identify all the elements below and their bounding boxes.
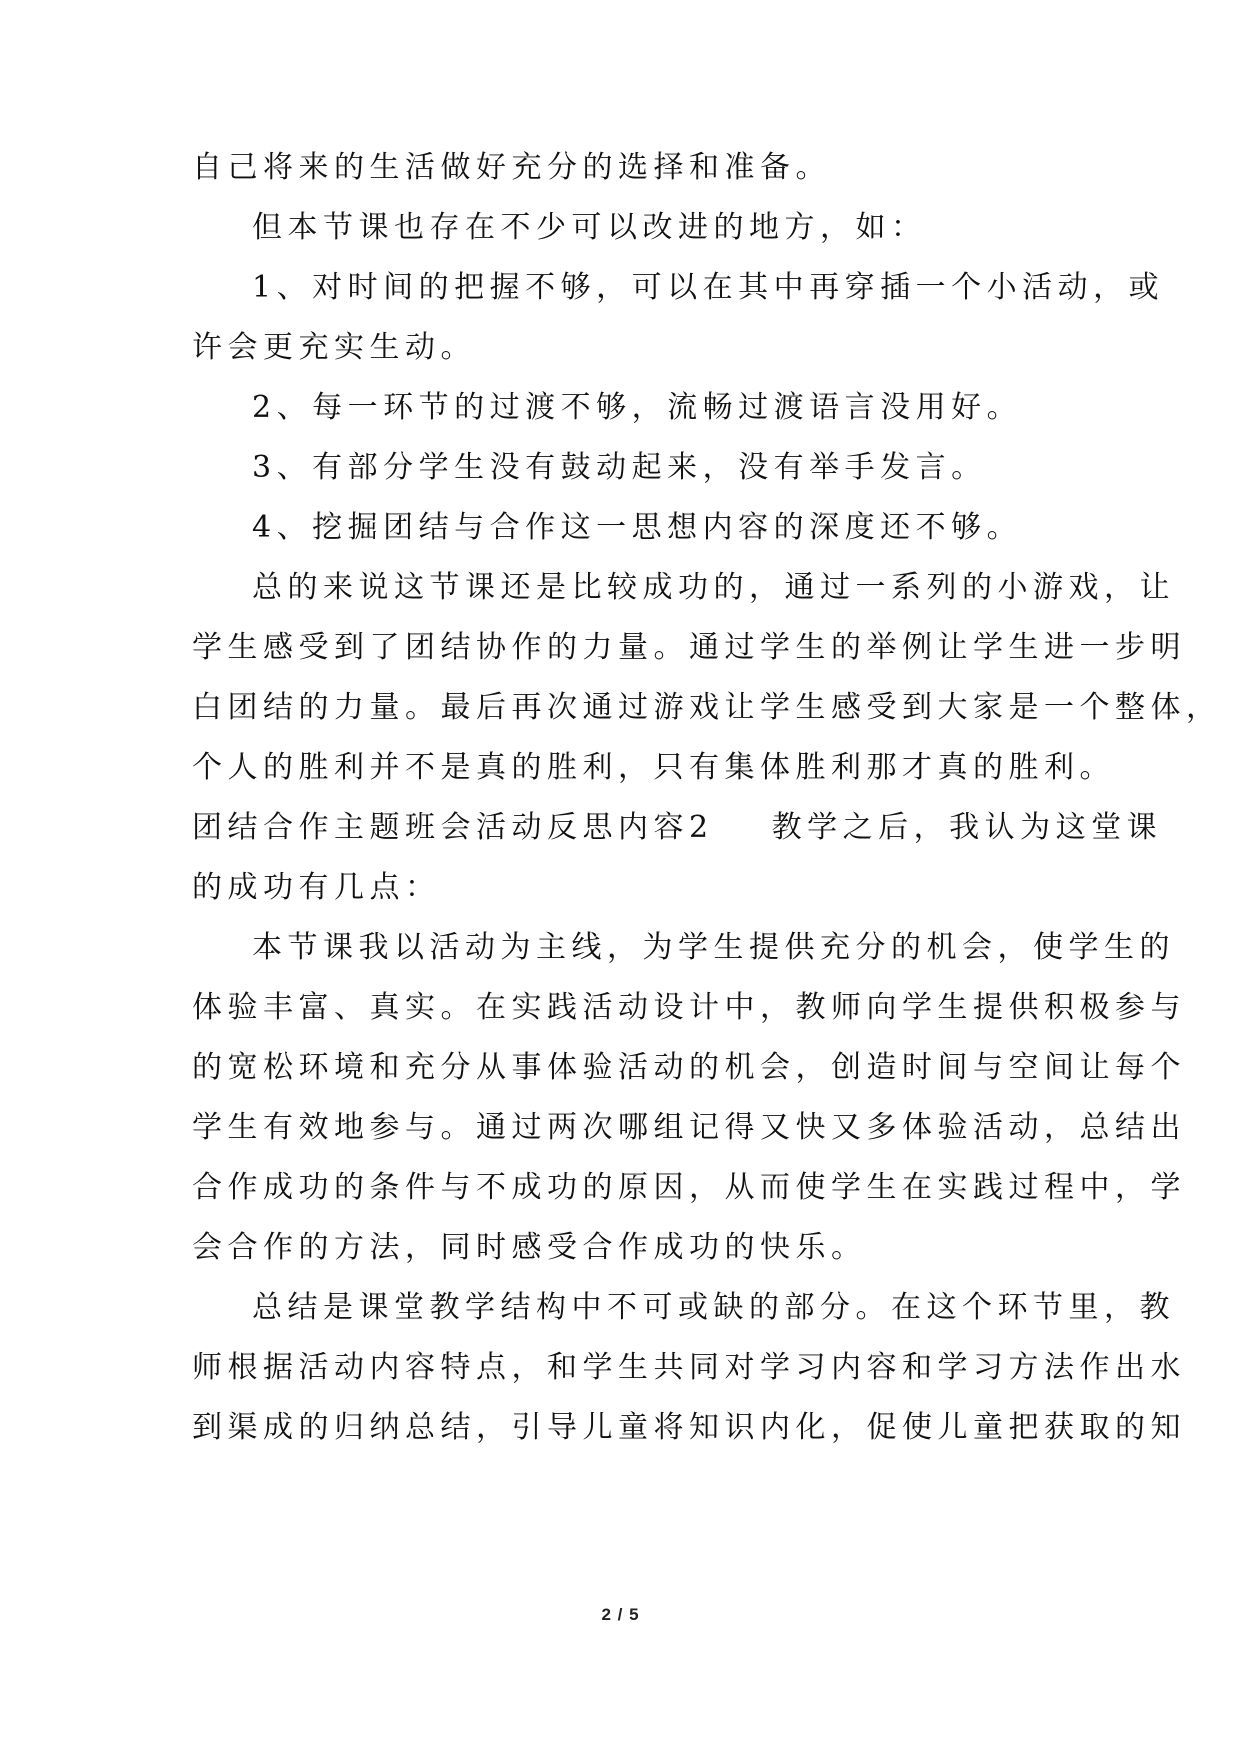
text-line: 学生有效地参与。通过两次哪组记得又快又多体验活动，总结出: [192, 1110, 1186, 1145]
text-line: 总的来说这节课还是比较成功的，通过一系列的小游戏，让: [252, 570, 1175, 605]
text-line: 合作成功的条件与不成功的原因，从而使学生在实践过程中，学: [192, 1170, 1186, 1205]
text-line: 自己将来的生活做好充分的选择和准备。: [192, 150, 831, 185]
text-line: 到渠成的归纳总结，引导儿童将知识内化，促使儿童把获取的知: [192, 1410, 1186, 1445]
page-number: 2 / 5: [601, 1605, 640, 1624]
text-line: 本节课我以活动为主线，为学生提供充分的机会，使学生的: [252, 930, 1175, 965]
text-line: 许会更充实生动。: [192, 330, 476, 365]
text-line: 会合作的方法，同时感受合作成功的快乐。: [192, 1230, 867, 1265]
text-line: 师根据活动内容特点，和学生共同对学习内容和学习方法作出水: [192, 1350, 1186, 1385]
text-line: 总结是课堂教学结构中不可或缺的部分。在这个环节里，教: [252, 1290, 1175, 1325]
section-heading-line: [192, 808, 1163, 848]
text-line: 2、每一环节的过渡不够，流畅过渡语言没用好。: [252, 390, 1023, 425]
text-line: 但本节课也存在不少可以改进的地方，如：: [252, 210, 927, 245]
text-line: 1、对时间的把握不够，可以在其中再穿插一个小活动，或: [252, 270, 1165, 305]
text-line: 4、挖掘团结与合作这一思想内容的深度还不够。: [252, 510, 1023, 545]
text-line: 个人的胜利并不是真的胜利，只有集体胜利那才真的胜利。: [192, 750, 1115, 785]
section-heading: 团结合作主题班会活动反思内容2: [192, 810, 714, 845]
text-line: 教学之后，我认为这堂课: [771, 810, 1163, 845]
text-line: 的成功有几点：: [192, 870, 441, 905]
text-line: 白团结的力量。最后再次通过游戏让学生感受到大家是一个整体，: [192, 690, 1222, 725]
text-line: 学生感受到了团结协作的力量。通过学生的举例让学生进一步明: [192, 630, 1186, 665]
text-line: 3、有部分学生没有鼓动起来，没有举手发言。: [252, 450, 987, 485]
text-line: 的宽松环境和充分从事体验活动的机会，创造时间与空间让每个: [192, 1050, 1186, 1085]
text-line: 体验丰富、真实。在实践活动设计中，教师向学生提供积极参与: [192, 990, 1186, 1025]
